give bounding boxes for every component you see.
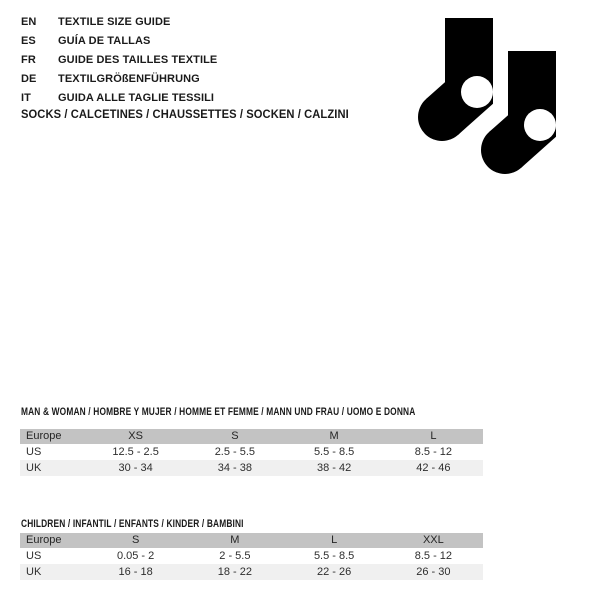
size-cell: 18 - 22 — [217, 566, 252, 578]
size-cell: 38 - 42 — [317, 462, 352, 474]
language-code: FR — [21, 54, 36, 66]
sock-left — [418, 18, 493, 141]
language-row-de — [21, 70, 217, 89]
column-header: XS — [86, 429, 185, 444]
size-cell: 26 - 30 — [416, 566, 451, 578]
language-row-en — [21, 13, 217, 32]
table-header-row — [20, 429, 483, 444]
children-size-table — [20, 533, 483, 580]
size-cell: 8.5 - 12 — [414, 550, 453, 562]
language-label: GUIDE DES TAILLES TEXTILE — [58, 54, 218, 66]
column-header: L — [285, 533, 384, 548]
table-row-uk — [20, 564, 483, 580]
size-cell: 8.5 - 12 — [414, 446, 453, 458]
language-row-es — [21, 32, 217, 51]
socks-icon — [410, 11, 560, 176]
table-header-row — [20, 533, 483, 548]
size-cell: 34 - 38 — [217, 462, 252, 474]
category-heading: SOCKS / CALCETINES / CHAUSSETTES / SOCKEN / CALZINI — [21, 107, 349, 121]
language-label: TEXTILGRÖßENFÜHRUNG — [58, 73, 200, 85]
region-cell: UK — [26, 566, 42, 578]
table-row-us — [20, 444, 483, 460]
table-row-us — [20, 548, 483, 564]
size-cell: 2.5 - 5.5 — [214, 446, 256, 458]
language-list — [21, 13, 217, 108]
size-cell: 5.5 - 8.5 — [313, 446, 355, 458]
size-cell: 2 - 5.5 — [219, 550, 251, 562]
size-cell: 42 - 46 — [416, 462, 451, 474]
adult-size-table — [20, 429, 483, 476]
language-code: EN — [21, 16, 37, 28]
language-code: IT — [21, 92, 31, 104]
region-cell: UK — [26, 462, 42, 474]
column-header: Europe — [20, 533, 86, 548]
size-cell: 12.5 - 2.5 — [112, 446, 159, 458]
table-row-uk — [20, 460, 483, 476]
column-header: S — [86, 533, 185, 548]
size-cell: 22 - 26 — [317, 566, 352, 578]
children-table-title: CHILDREN / INFANTIL / ENFANTS / KINDER / BAMBINI — [21, 518, 244, 530]
column-header: L — [384, 429, 483, 444]
language-label: GUIDA ALLE TAGLIE TESSILI — [58, 92, 215, 104]
column-header: M — [285, 429, 384, 444]
region-cell: US — [26, 550, 42, 562]
language-code: ES — [21, 35, 36, 47]
region-cell: US — [26, 446, 42, 458]
language-label: TEXTILE SIZE GUIDE — [58, 16, 171, 28]
column-header: S — [185, 429, 284, 444]
size-cell: 30 - 34 — [118, 462, 153, 474]
size-cell: 5.5 - 8.5 — [313, 550, 355, 562]
language-code: DE — [21, 73, 37, 85]
language-row-fr — [21, 51, 217, 70]
column-header: Europe — [20, 429, 86, 444]
language-row-it — [21, 89, 217, 108]
language-label: GUÍA DE TALLAS — [58, 35, 151, 47]
size-cell: 16 - 18 — [118, 566, 153, 578]
size-cell: 0.05 - 2 — [116, 550, 155, 562]
column-header: M — [185, 533, 284, 548]
adult-table-title: MAN & WOMAN / HOMBRE Y MUJER / HOMME ET FEMME / MANN UND FRAU / UOMO E DONNA — [21, 406, 416, 418]
column-header: XXL — [384, 533, 483, 548]
